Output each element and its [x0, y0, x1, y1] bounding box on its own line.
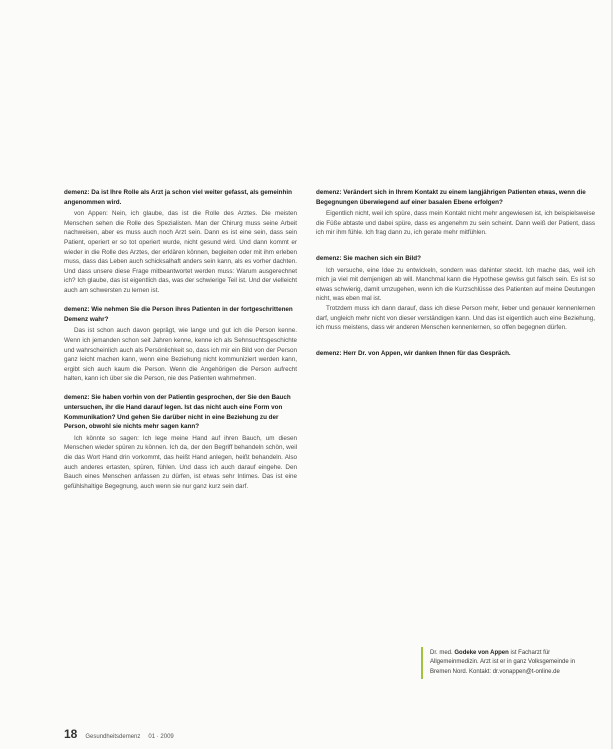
- interview-answer: Trotzdem muss ich dann darauf, dass ich diese Person mehr, lieber und genauer kennenlernen darf, ungleich mehr nicht von dieser verständigen kann. Und das ist eigentlich auch eine Beziehung, ich muss meistens, dass wir anderen Menschen kennenlernen, so offen begegnen dürfen.: [316, 304, 595, 332]
- author-bio-box: [421, 647, 580, 679]
- paragraph-spacer: [316, 238, 595, 254]
- bio-prefix: Dr. med.: [430, 650, 453, 656]
- bio-name: Godeke von Appen: [454, 650, 509, 656]
- magazine-name: Gesundheitsdemenz: [85, 734, 141, 740]
- interview-question: demenz: Wie nehmen Sie die Person ihres Patienten in der fortgeschrittenen Demenz wahr?: [64, 306, 293, 323]
- issue-label: 01 · 2009: [148, 734, 174, 740]
- article-column-right: [316, 188, 595, 360]
- interview-answer: Eigentlich nicht, weil ich spüre, dass mein Kontakt nicht mehr angewiesen ist, ich beispielsweise die Füße abtaste und dabei spüre, dass es angenehm zu sein scheint. Dann weiß der Patient, dass ich mir ihm fühle. Ich frag dann zu, ich gerate mehr mitfühlen.: [316, 210, 595, 237]
- interview-question: demenz: Verändert sich in Ihrem Kontakt zu einem langjährigen Patienten etwas, wenn die Begegnungen überwiegend auf einer basalen Ebene erfolgen?: [316, 189, 586, 206]
- interview-question: demenz: Sie machen sich ein Bild?: [316, 254, 421, 262]
- bio-text: ist Facharzt für Allgemeinmedizin. Arzt ist er in ganz Volksgemeinde in Bremen Nord. Kontakt: dr.vonappen@t-online.de: [430, 650, 576, 675]
- interview-question: demenz: Herr Dr. von Appen, wir danken Ihnen für das Gespräch.: [316, 349, 511, 357]
- interview-answer: Ich versuche, eine Idee zu entwickeln, sondern was dahinter steckt. Ich mache das, weil ich mich ja viel mit demjenigen ab will. Manchmal kann die Hypothese gewiss gut falsch sein. Es ist so etwas schwierig, damit umzugehen, wenn ich die Kurzschlüsse des Patienten auf meine Deutungen nicht, was eben mal ist.: [316, 266, 595, 303]
- interview-question: demenz: Sie haben vorhin von der Patientin gesprochen, der Sie den Bauch untersuchen, ihr die Hand darauf legen. Ist das nicht auch eine Form von Kommunikation? Und gehen Sie darüber nicht in eine Beziehung zu der Person, obwohl sie nichts mehr sagen kann?: [64, 394, 291, 431]
- interview-question: demenz: Da ist Ihre Rolle als Arzt ja schon viel weiter gefasst, als gemeinhin angenommen wird.: [64, 189, 292, 206]
- interview-answer: von Appen: Nein, ich glaube, das ist die Rolle des Arztes. Die meisten Menschen sehen die Rolle des Spezialisten. Man der Chirurg muss seine Arbeit nachweisen, aber es muss auch noch Arzt sein. Dann es ist eine sein, dass sein Patient, operiert er so tot operiert wurde, nicht gesund wird. Und dann kommt er wieder in die Rolle des Arztes, der erklären können, begleiten oder mit ihm erleben muss, dass das Leben auch schicksalhaft anders sein kann, als es vorher dachten. Und dass unsere diese Frage mitbeantwortet werden muss: Warum ausgerechnet ich? Ich glaube, das ist eigentlich das, was der schwierige Teil ist. Und der vielleicht auch am schwersten zu lernen ist.: [64, 210, 297, 294]
- interview-answer: Das ist schon auch davon geprägt, wie lange und gut ich die Person kenne. Wenn ich jemanden schon seit Jahren kenne, kenne ich als Sehnsuchtsgeschichte und wahrscheinlich auch als Persönlichkeit so, dass ich mir ein Bild von der Person ganz leicht machen kann, wenn eine Beziehung nicht kommuniziert werden kann, ergibt sich auch kaum die Person. Wenn die Angehörigen die Person aufrecht halten, kann ich über sie die Person, nie des Patienten wahrnehmen.: [64, 327, 297, 383]
- paragraph-spacer: [64, 384, 297, 394]
- interview-answer: Ich könnte so sagen: Ich lege meine Hand auf ihren Bauch, um diesen Menschen wieder spüren zu können. Ich da, der den Begriff behandeln schön, weil die das Wort Hand drin vorkommt, das heißt Hand anlegen, heißt behandeln. Also auch anderes ertasten, spüren, fühlen. Und dass ich auch darauf eingehe. Den Bauch eines Menschen anfassen zu dürfen, ist etwas sehr Intimes. Das ist eine gefühlshaltige Begegnung, auch wenn sie nur ganz kurz sein darf.: [64, 434, 297, 490]
- article-column-left: [64, 188, 297, 491]
- paragraph-spacer: [316, 333, 595, 349]
- page-number: 18: [64, 727, 78, 741]
- page-footer: [64, 727, 174, 741]
- paragraph-spacer: [64, 296, 297, 306]
